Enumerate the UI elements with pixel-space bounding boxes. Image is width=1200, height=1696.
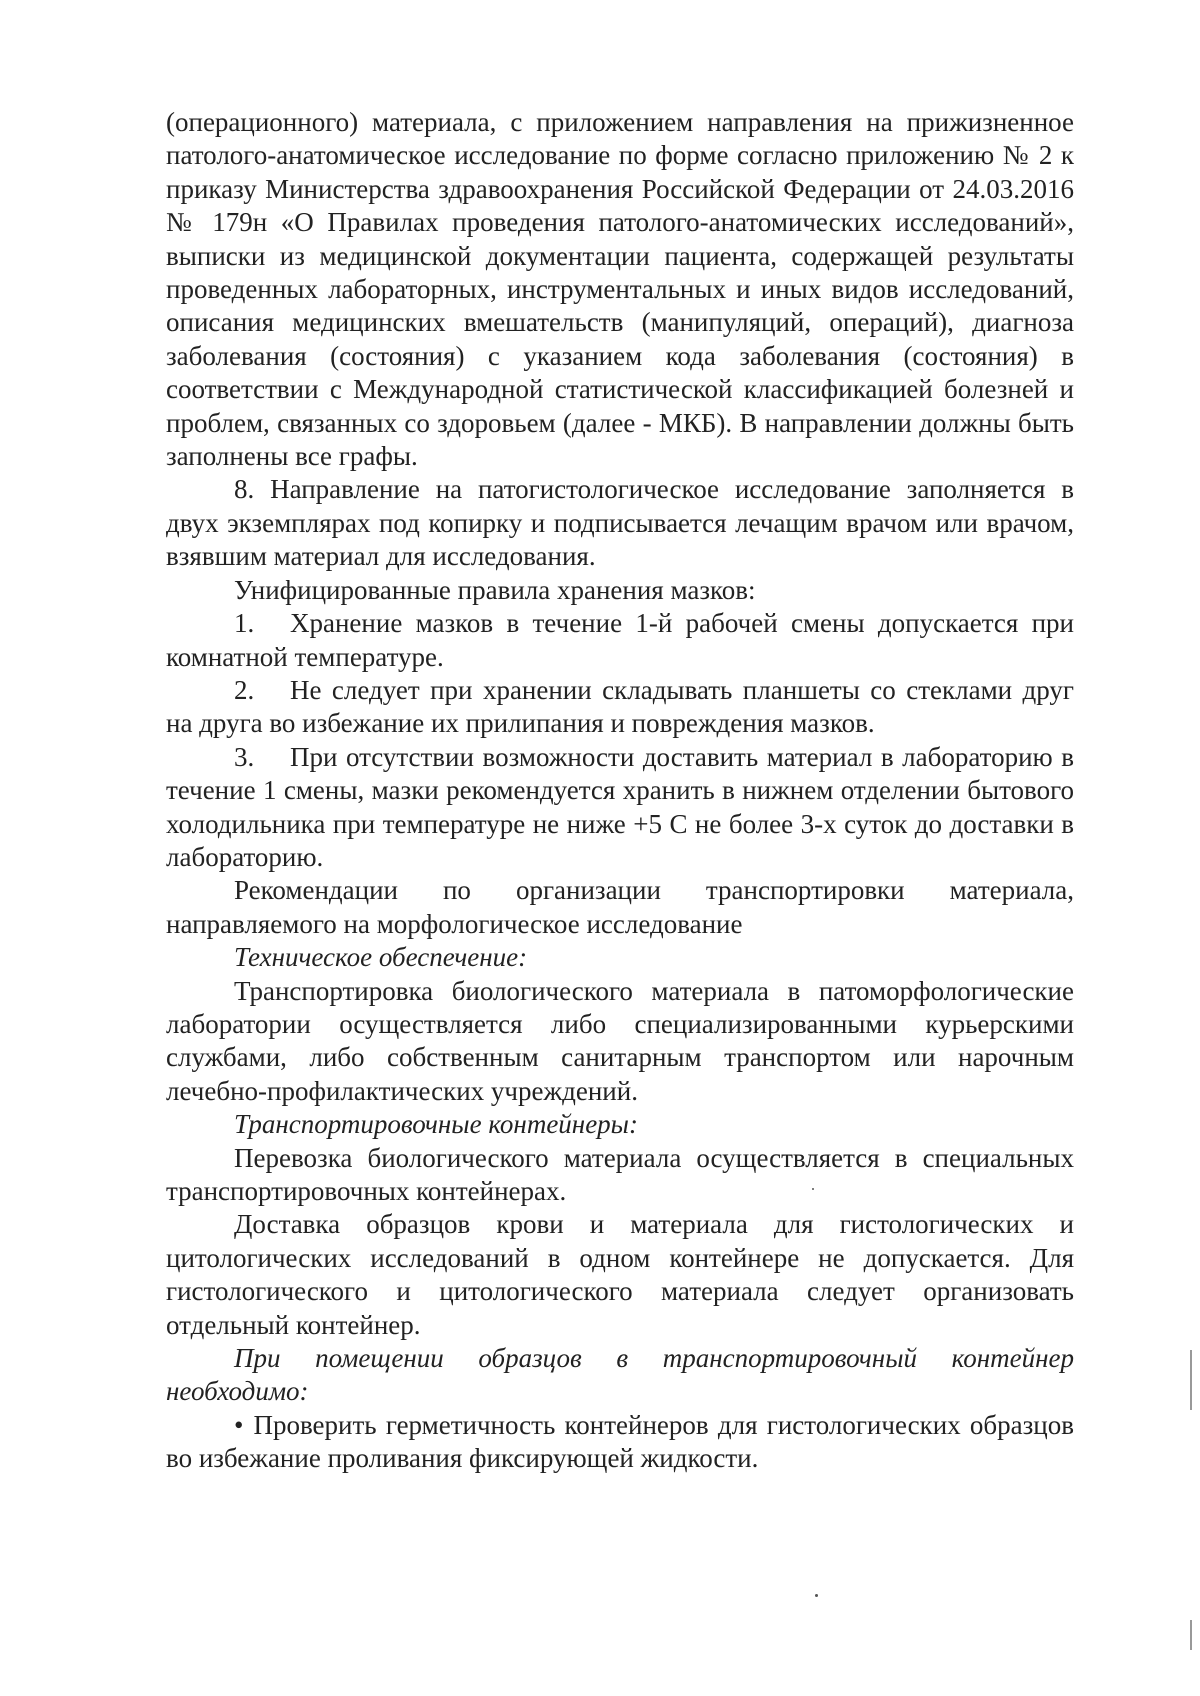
storage-rule-3-number: 3. xyxy=(234,741,255,772)
containers-heading: Транспортировочные контейнеры: xyxy=(234,1109,638,1140)
storage-rule-2 xyxy=(166,674,1074,741)
scan-speck xyxy=(815,1594,818,1597)
tech-text: Транспортировка биологического материала в патоморфологические лаборатории осуществляется либо специализированными курьерскими службами, либо собственным санитарным транспортом или нарочным лечебно-профилактических учреждений. xyxy=(166,975,1074,1106)
storage-rule-3 xyxy=(166,741,1074,875)
storage-rule-1-text: Хранение мазков в течение 1-й рабочей смены допускается при комнатной температуре. xyxy=(166,608,1074,672)
transport-heading: Рекомендации по организации транспортировки материала, направляемого на морфологическое исследование xyxy=(166,875,1074,939)
delivery-text: Доставка образцов крови и материала для гистологических и цитологических исследований в одном контейнере не допускается. Для гистологического и цитологического материала следует организовать отдельный контейнер. xyxy=(166,1209,1074,1340)
storage-rule-2-number: 2. xyxy=(234,674,255,705)
paragraph-item-8: 8. Направление на патогистологическое исследование заполняется в двух экземплярах под копирку и подписывается лечащим врачом или врачом, взявшим материал для исследования. xyxy=(166,474,1074,572)
scan-speck xyxy=(812,1188,814,1190)
placement-heading: При помещении образцов в транспортировочный контейнер необходимо: xyxy=(166,1343,1074,1407)
storage-rule-2-text: Не следует при хранении складывать планшеты со стеклами друг на друга во избежание их прилипания и повреждения мазков. xyxy=(166,674,1074,739)
storage-rules-heading: Унифицированные правила хранения мазков: xyxy=(234,574,756,605)
bullet-check-containers: • Проверить герметичность контейнеров для гистологических образцов во избежание проливания фиксирующей жидкости. xyxy=(166,1409,1074,1476)
storage-rule-1-number: 1. xyxy=(234,608,255,639)
storage-rule-3-text: При отсутствии возможности доставить материал в лабораторию в течение 1 смены, мазки рекомендуется хранить в нижнем отделении бытового холодильника при температуре не ниже +5 С не более 3-х суток до доставки в лабораторию. xyxy=(166,741,1074,872)
scan-edge-mark xyxy=(1190,1350,1192,1410)
paragraph-referral-materials: (операционного) материала, с приложением направления на прижизненное патолого-анатомическое исследование по форме согласно приложению № 2 к приказу Министерства здравоохранения Российской Федерации от 24.03.2016 № 179н «О Правилах проведения патолого-анатомических исследований», выписки из медицинской документации пациента, содержащей результаты проведенных лабораторных, инструментальных и иных видов исследований, описания медицинских вмешательств (манипуляций, операций), диагноза заболевания (состояния) с указанием кода заболевания (состояния) в соответствии с Международной статистической классификацией болезней и проблем, связанных со здоровьем (далее - МКБ). В направлении должны быть заполнены все графы. xyxy=(166,107,1074,472)
scan-edge-mark xyxy=(1190,1620,1192,1650)
storage-rule-1 xyxy=(166,607,1074,674)
containers-text: Перевозка биологического материала осуществляется в специальных транспортировочных контейнерах. xyxy=(166,1142,1074,1206)
tech-heading: Техническое обеспечение: xyxy=(234,942,528,973)
